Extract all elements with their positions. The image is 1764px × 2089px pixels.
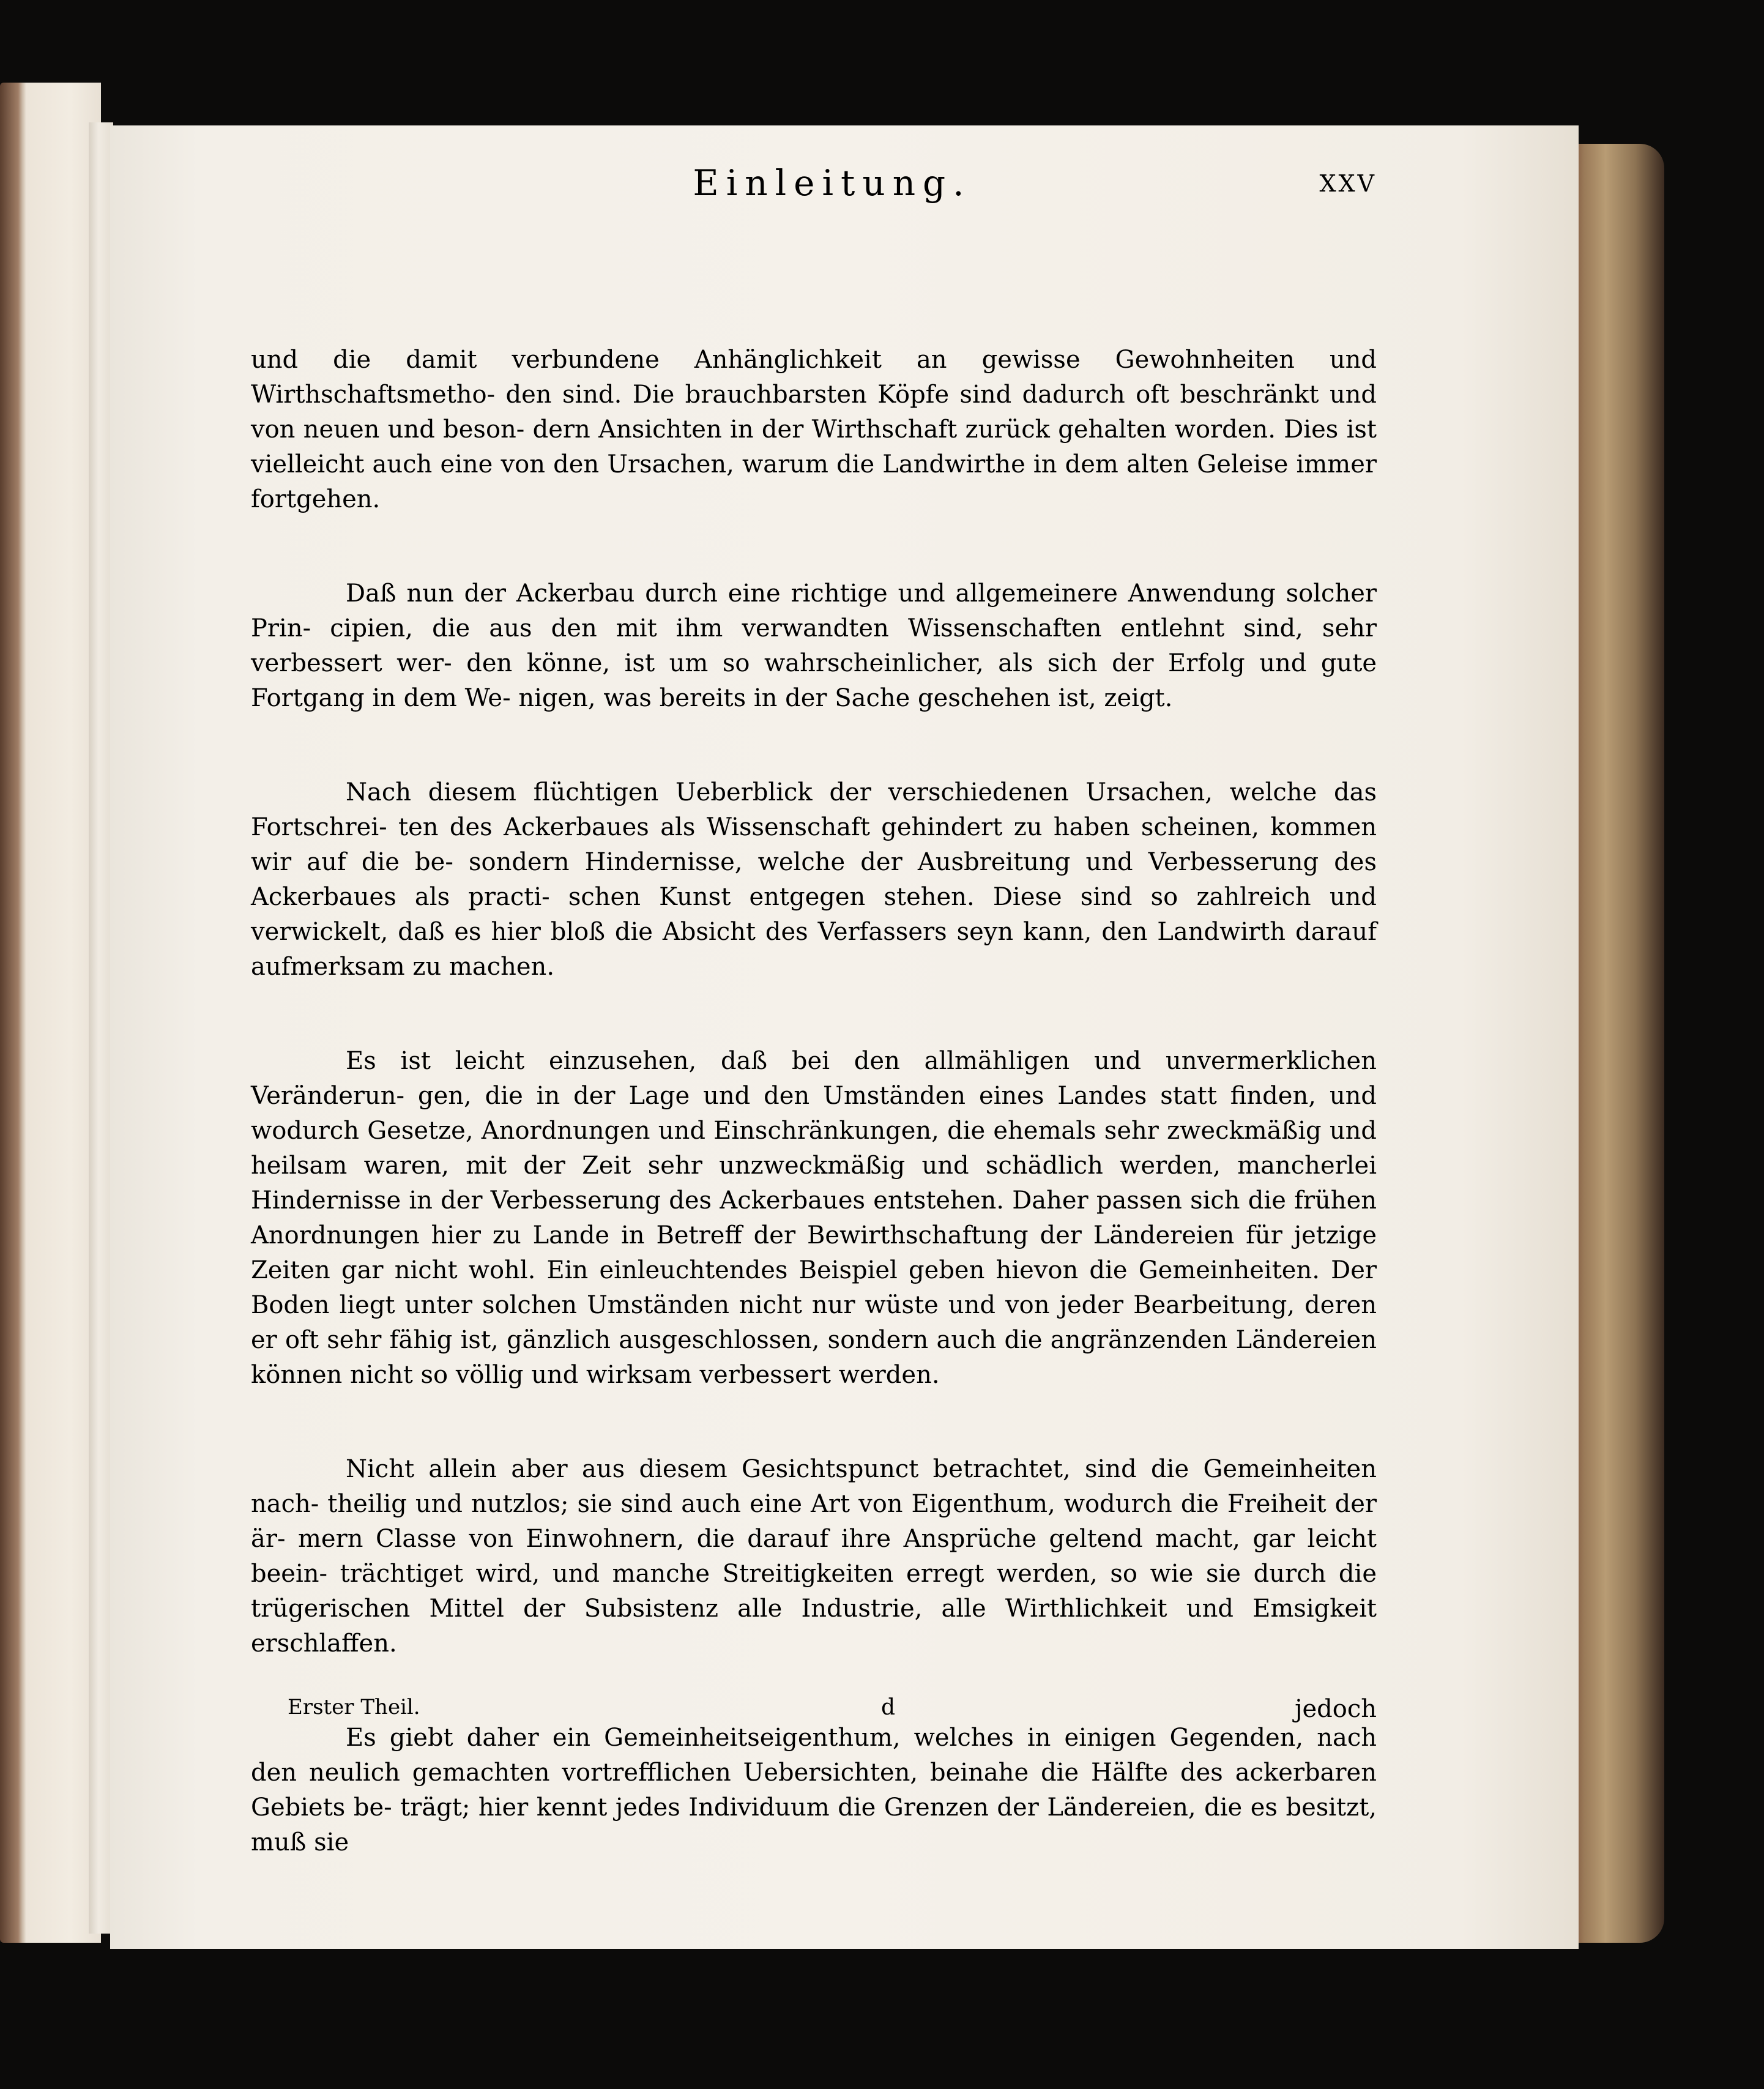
left-page-gutter	[89, 122, 113, 1934]
running-header: Einleitung.	[693, 162, 972, 204]
catchword: jedoch	[1295, 1695, 1377, 1723]
signature-mark: d	[881, 1695, 896, 1720]
paragraph-5: Nicht allein aber aus diesem Gesichtspunct betrachtet, sind die Gemeinheiten nach- theilig und nutzlos; sie sind auch eine Art von Eigenthum, wodurch die Freiheit der är- mern Classe von Einwohnern, die darauf ihre Ansprüche geltend macht, gar leicht beein- trächtiget wird, und manche Streitigkeiten erregt werden, so wie sie durch die trügerischen Mittel der Subsistenz alle Industrie, alle Wirthlichkeit und Emsigkeit erschlaffen.	[251, 1455, 1377, 1658]
body-text	[251, 343, 1377, 1860]
paragraph-1: und die damit verbundene Anhänglichkeit an gewisse Gewohnheiten und Wirthschaftsmetho- den sind. Die brauchbarsten Köpfe sind dadurch oft beschränkt und von neuen und beson- dern Ansichten in der Wirthschaft zurück gehalten worden. Dies ist vielleicht auch eine von den Ursachen, warum die Landwirthe in dem alten Geleise immer fortgehen.	[251, 346, 1377, 513]
left-book-cover	[0, 83, 101, 1943]
signature-note: Erster Theil.	[288, 1695, 420, 1719]
paragraph-2: Daß nun der Ackerbau durch eine richtige und allgemeinere Anwendung solcher Prin- cipien, die aus den mit ihm verwandten Wissenschaften entlehnt sind, sehr verbessert wer- den könne, ist um so wahrscheinlicher, als sich der Erfolg und gute Fortgang in dem We- nigen, was bereits in der Sache geschehen ist, zeigt.	[251, 579, 1377, 712]
paragraph-3: Nach diesem flüchtigen Ueberblick der verschiedenen Ursachen, welche das Fortschrei- ten des Ackerbaues als Wissenschaft gehindert zu haben scheinen, kommen wir auf die be- sondern Hindernisse, welche der Ausbreitung und Verbesserung des Ackerbaues als practi- schen Kunst entgegen stehen. Diese sind so zahlreich und verwickelt, daß es hier bloß die Absicht des Verfassers seyn kann, den Landwirth darauf aufmerksam zu machen.	[251, 778, 1377, 981]
paragraph-6: Es giebt daher ein Gemeinheitseigenthum, welches in einigen Gegenden, nach den neulich gemachten vortrefflichen Uebersichten, beinahe die Hälfte des ackerbaren Gebiets be- trägt; hier kennt jedes Individuum die Grenzen der Ländereien, die es besitzt, muß sie	[251, 1724, 1377, 1856]
page-number: XXV	[1319, 170, 1377, 197]
right-book-cover	[1566, 144, 1664, 1943]
paragraph-4: Es ist leicht einzusehen, daß bei den allmähligen und unvermerklichen Veränderun- gen, die in der Lage und den Umständen eines Landes statt finden, und wodurch Gesetze, Anordnungen und Einschränkungen, die ehemals sehr zweckmäßig und heilsam waren, mit der Zeit sehr unzweckmäßig und schädlich werden, mancherlei Hindernisse in der Verbesserung des Ackerbaues entstehen. Daher passen sich die frühen Anordnungen hier zu Lande in Betreff der Bewirthschaftung der Ländereien für jetzige Zeiten gar nicht wohl. Ein einleuchtendes Beispiel geben hievon die Gemeinheiten. Der Boden liegt unter solchen Umständen nicht nur wüste und von jeder Bearbeitung, deren er oft sehr fähig ist, gänzlich ausgeschlossen, sondern auch die angränzenden Ländereien können nicht so völlig und wirksam verbessert werden.	[251, 1047, 1377, 1389]
